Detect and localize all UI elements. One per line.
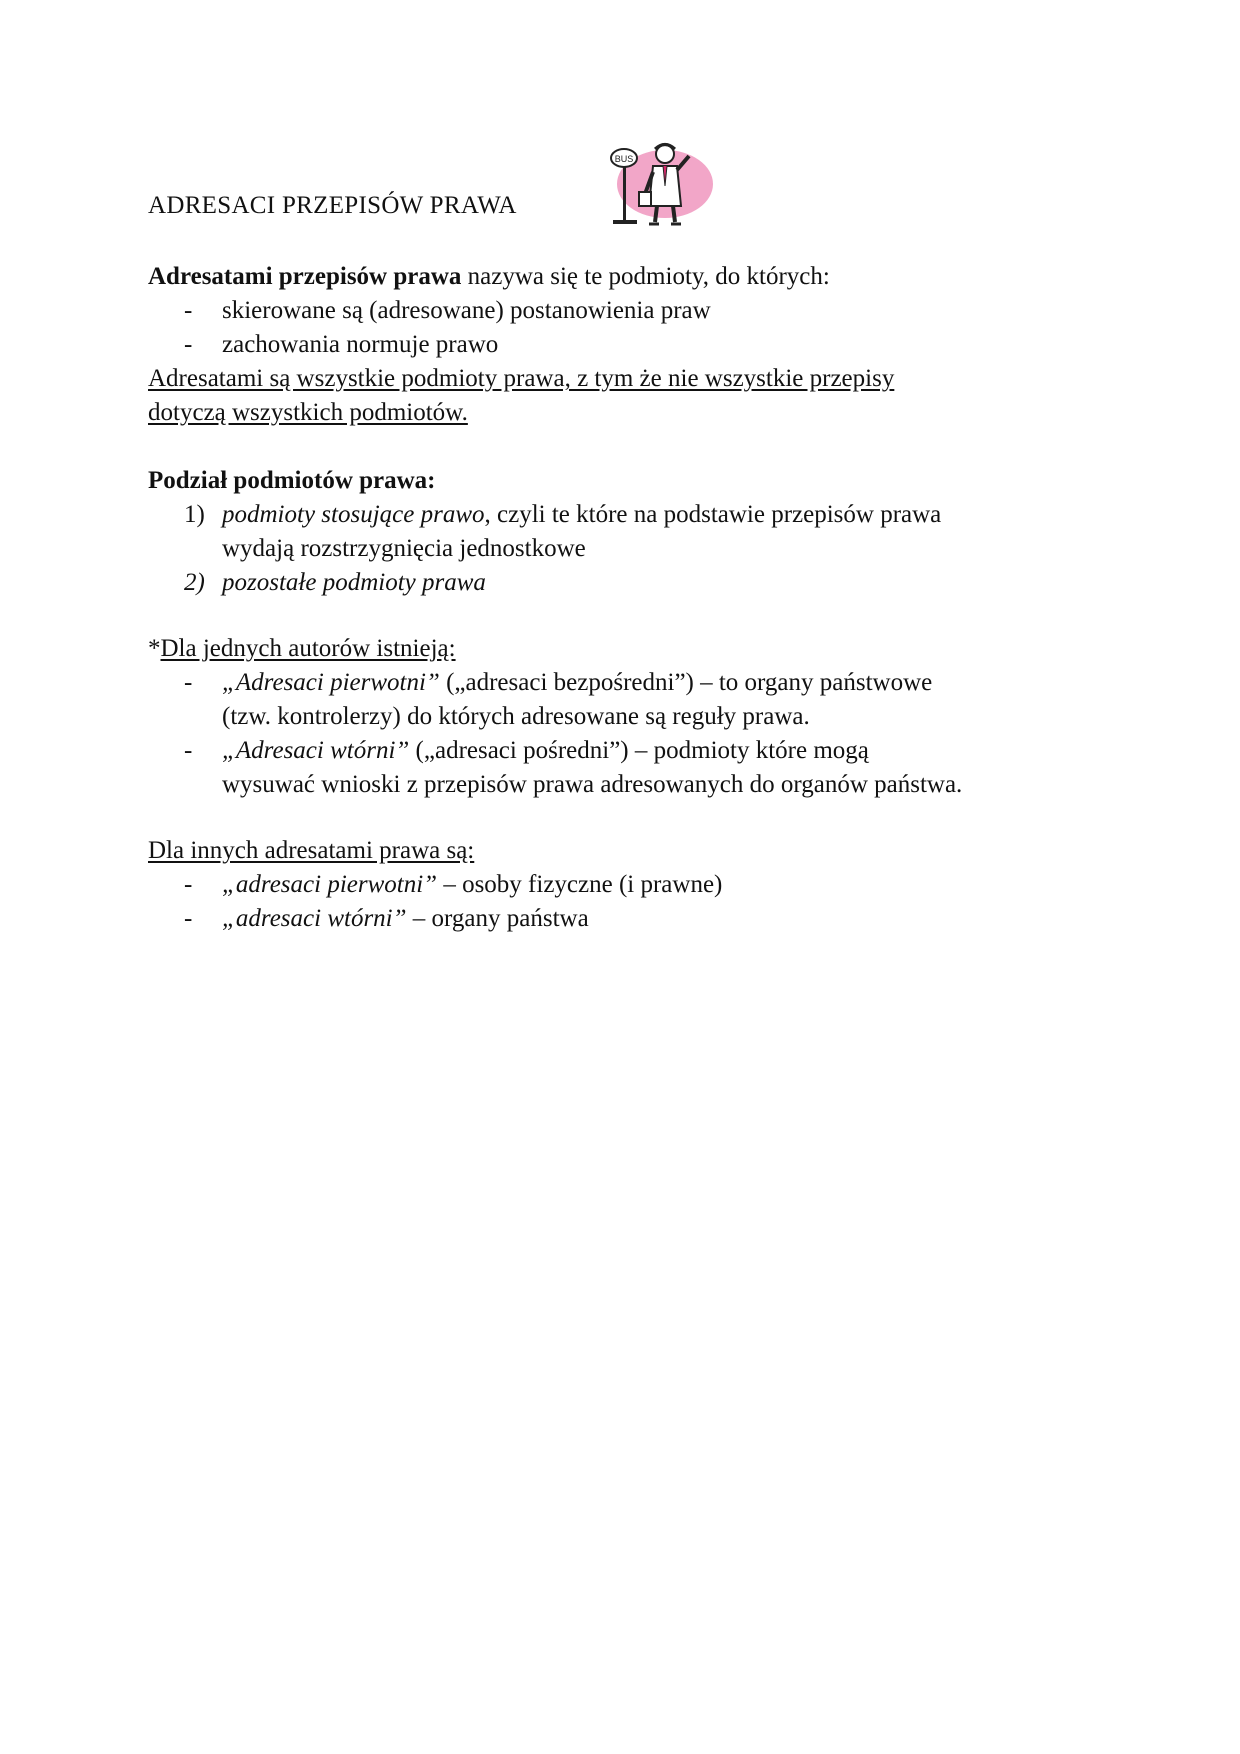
bus-stop-man-clipart <box>603 140 713 226</box>
bullet-dash: - <box>184 905 193 932</box>
intro-note-line-1: Adresatami są wszystkie podmioty prawa, z tym że nie wszystkie przepisy <box>148 365 895 392</box>
some-authors-item-1-line-2: (tzw. kontrolerzy) do których adresowane są reguły prawa. <box>222 703 810 730</box>
intro-item-2: zachowania normuje prawo <box>222 331 499 358</box>
intro-item-1: skierowane są (adresowane) postanowienia praw <box>222 297 711 324</box>
some-authors-item-1-italic: „Adresaci pierwotni” <box>222 669 440 696</box>
bullet-dash: - <box>184 737 193 764</box>
some-authors-item-2-line-2: wysuwać wnioski z przepisów prawa adresowanych do organów państwa. <box>222 771 963 798</box>
division-item-2: pozostałe podmioty prawa <box>222 569 486 596</box>
some-authors-item-1-rest: („adresaci bezpośredni”) – to organy państwowe <box>439 669 933 696</box>
intro-note-line-2: dotyczą wszystkich podmiotów. <box>148 399 468 426</box>
division-heading: Podział podmiotów prawa: <box>148 467 436 494</box>
intro-bold: Adresatami przepisów prawa <box>148 263 462 290</box>
others-item-1 <box>222 868 722 902</box>
intro-rest: nazywa się te podmioty, do których: <box>461 263 830 290</box>
division-item-1-number: 1) <box>184 501 205 528</box>
division-item-1-rest: , czyli te które na podstawie przepisów prawa <box>484 501 942 528</box>
division-item-2-number: 2) <box>184 569 205 596</box>
asterisk: * <box>148 635 161 662</box>
bullet-dash: - <box>184 297 193 324</box>
others-item-2-italic: „adresaci wtórni” <box>222 905 407 932</box>
others-item-1-italic: „adresaci pierwotni” <box>222 871 438 898</box>
some-authors-item-2-italic: „Adresaci wtórni” <box>222 737 410 764</box>
intro-paragraph <box>148 260 830 294</box>
document-title: ADRESACI PRZEPISÓW PRAWA <box>148 192 517 219</box>
division-item-1-italic: podmioty stosujące prawo <box>222 501 485 528</box>
clipart-sign-pole <box>623 166 626 222</box>
bullet-dash: - <box>184 331 193 358</box>
some-authors-item-1 <box>222 666 932 700</box>
others-item-2-rest: – organy państwa <box>406 905 589 932</box>
clipart-bus-text: BUS <box>614 154 634 164</box>
some-authors-item-2 <box>222 734 869 768</box>
others-heading: Dla innych adresatami prawa są: <box>148 837 475 864</box>
some-authors-heading-text: Dla jednych autorów istnieją: <box>160 635 456 662</box>
bullet-dash: - <box>184 871 193 898</box>
others-item-2 <box>222 902 589 936</box>
others-item-1-rest: – osoby fizyczne (i prawne) <box>437 871 723 898</box>
division-item-1-line-2: wydają rozstrzygnięcia jednostkowe <box>222 535 586 562</box>
some-authors-heading <box>148 632 456 666</box>
division-item-1 <box>222 498 941 532</box>
some-authors-item-2-rest: („adresaci pośredni”) – podmioty które mogą <box>409 737 869 764</box>
bullet-dash: - <box>184 669 193 696</box>
